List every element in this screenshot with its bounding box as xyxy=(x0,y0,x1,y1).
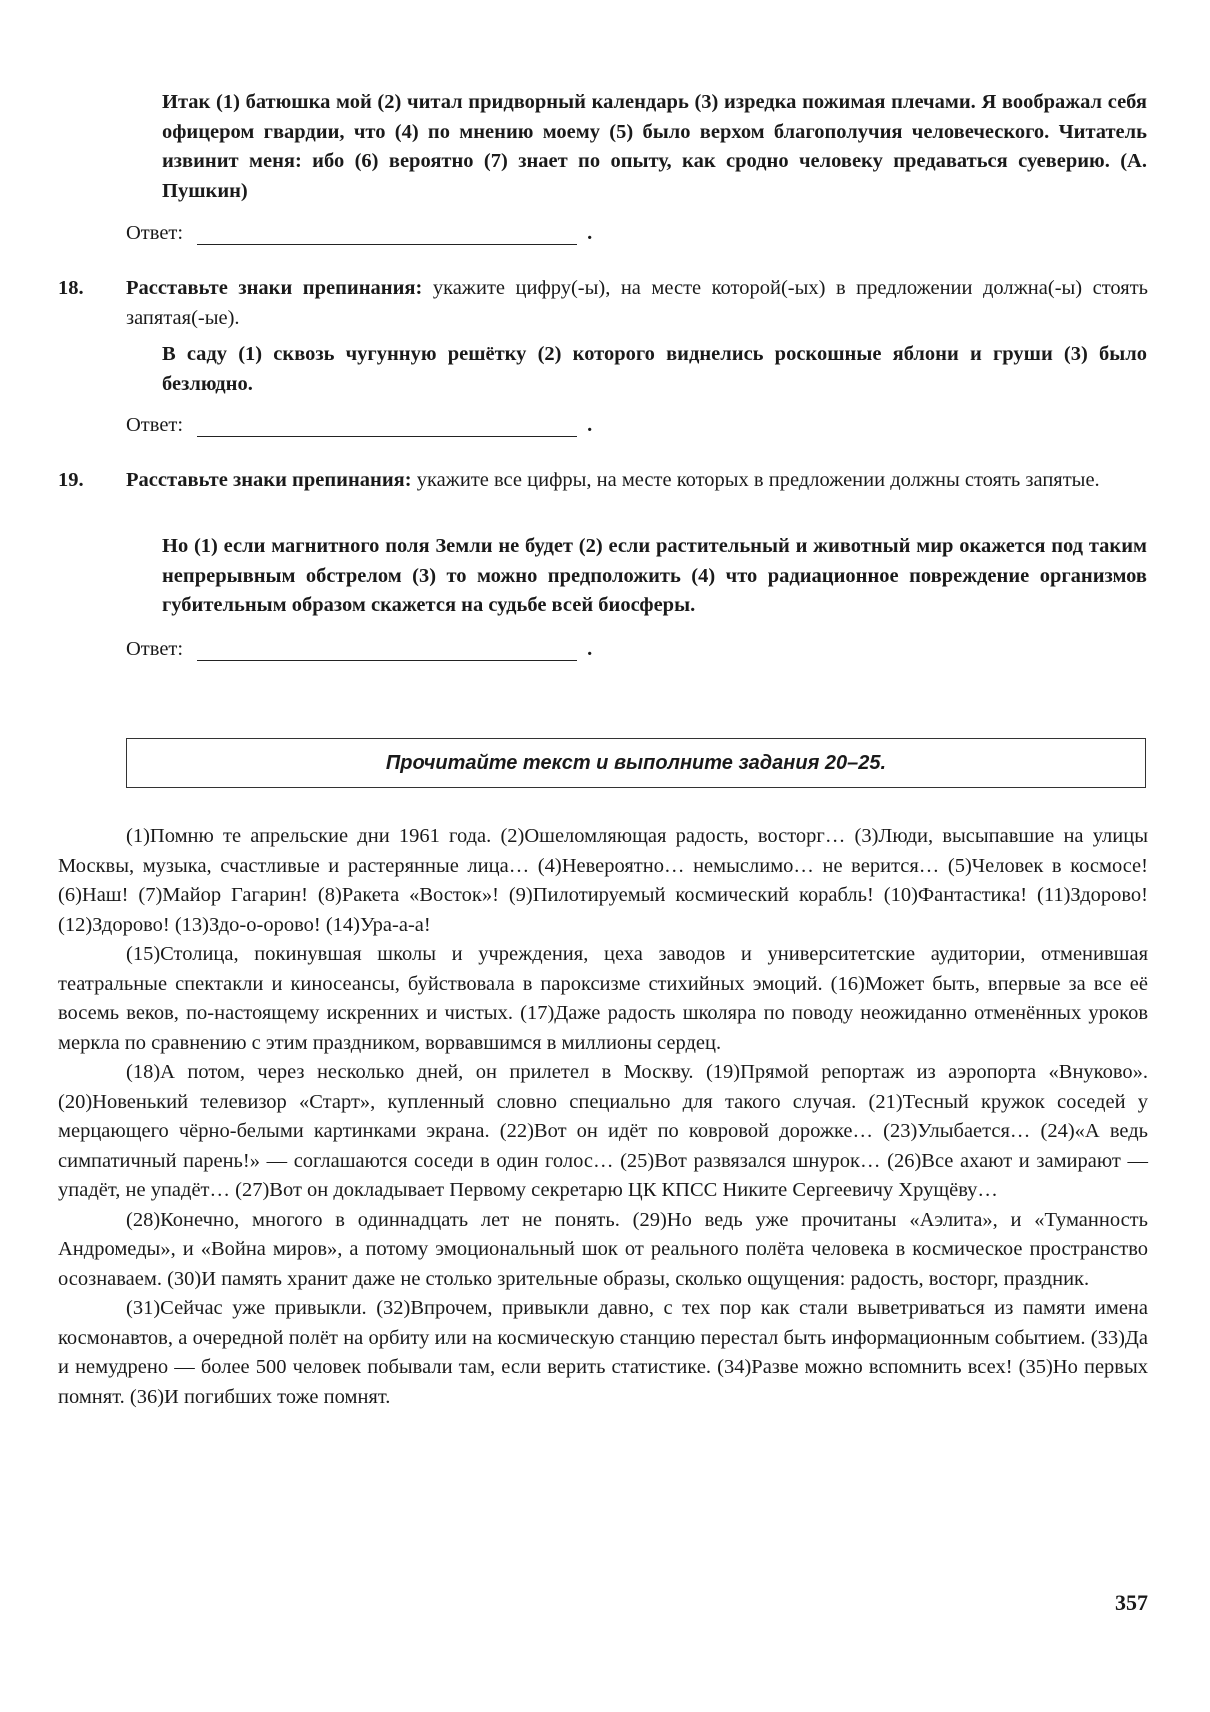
task-number: 19. xyxy=(58,469,84,491)
answer-row-17 xyxy=(126,222,592,245)
answer-dot: . xyxy=(587,414,593,436)
task-19 xyxy=(58,466,1148,496)
answer-dot: . xyxy=(587,222,593,244)
answer-input-line[interactable] xyxy=(197,640,577,661)
task-instruction xyxy=(126,274,1148,333)
reading-paragraph: (28)Конечно, многого в одиннадцать лет не понять. (29)Но ведь уже прочитаны «Аэлита», и «Туманность Андромеды», и «Война миров», а потому эмоциональный шок от реального полёта человека в космическое пространство осознаваем. (30)И память хранит даже не столько зрительные образы, сколько ощущения: радость, восторг, праздник. xyxy=(58,1208,1148,1290)
answer-dot: . xyxy=(587,638,593,660)
page-number: 357 xyxy=(1115,1590,1148,1615)
reading-paragraph: (18)А потом, через несколько дней, он прилетел в Москву. (19)Прямой репортаж из аэропорта «Внуково». (20)Новенький телевизор «Старт», купленный словно специально для такого случая. (21)Тесный кружок соседей у мерцающего чёрно-белыми картинками экрана. (22)Вот он идёт по ковровой дорожке… (23)Улыбается… (24)«А ведь симпатичный парень!» — соглашаются соседи в один голос… (25)Вот развязался шнурок… (26)Все ахают и замирают — упадёт, не упадёт… (27)Вот он докладывает Первому секретарю ЦК КПСС Никите Сергеевичу Хрущёву… xyxy=(58,1061,1148,1201)
task-number: 18. xyxy=(58,277,84,299)
task19-sentence: Но (1) если магнитного поля Земли не будет (2) если растительный и животный мир окажется под таким непрерывным обстрелом (3) то можно предположить (4) что радиационное повреждение организмов губительным образом скажется на судьбе всей биосферы. xyxy=(162,535,1147,616)
answer-input-line[interactable] xyxy=(197,224,577,245)
answer-label: Ответ: xyxy=(126,638,184,660)
answer-input-line[interactable] xyxy=(197,416,577,437)
task-lead: Расставьте знаки препинания: xyxy=(126,277,423,299)
task-instruction xyxy=(126,466,1148,496)
reading-instruction-banner: Прочитайте текст и выполните задания 20–25. xyxy=(126,738,1146,788)
answer-row-18 xyxy=(126,414,592,437)
reading-paragraph: (1)Помню те апрельские дни 1961 года. (2)Ошеломляющая радость, восторг… (3)Люди, высыпавшие на улицы Москвы, музыка, счастливые и растерянные лица… (4)Невероятно… немыслимо… не верится… (5)Человек в космосе! (6)Наш! (7)Майор Гагарин! (8)Ракета «Восток»! (9)Пилотируемый космический корабль! (10)Фантастика! (11)Здорово! (12)Здорово! (13)Здо-о-орово! (14)Ура-а-а! xyxy=(58,825,1148,936)
reading-text xyxy=(58,822,1148,1412)
reading-paragraph: (31)Сейчас уже привыкли. (32)Впрочем, привыкли давно, с тех пор как стали выветриваться из памяти имена космонавтов, а очередной полёт на орбиту или на космическую станцию перестал быть информационным событием. (33)Да и немудрено — более 500 человек побывали там, если верить статистике. (34)Разве можно вспомнить всех! (35)Но первых помнят. (36)И погибших тоже помнят. xyxy=(58,1297,1148,1408)
task-instruction-text: укажите все цифры, на месте которых в предложении должны стоять запятые. xyxy=(411,469,1100,491)
answer-label: Ответ: xyxy=(126,222,184,244)
task-18 xyxy=(58,274,1148,333)
reading-paragraph: (15)Столица, покинувшая школы и учреждения, цеха заводов и университетские аудитории, отменившая театральные спектакли и киносеансы, буйствовала в пароксизме стихийных эмоций. (16)Может быть, впервые за все её восемь веков, по-настоящему искренних и чистых. (17)Даже радость школяра по поводу неожиданно отменённых уроков меркла по сравнению с этим праздником, ворвавшимся в миллионы сердец. xyxy=(58,943,1148,1054)
task-lead: Расставьте знаки препинания: xyxy=(126,469,412,491)
answer-row-19 xyxy=(126,638,592,661)
answer-label: Ответ: xyxy=(126,414,184,436)
task18-sentence: В саду (1) сквозь чугунную решётку (2) которого виднелись роскошные яблони и груши (3) было безлюдно. xyxy=(162,343,1147,395)
task-instruction-text: укажите цифру(-ы), на месте которой(-ых) в предложении должна(-ы) стоять запятая(-ые). xyxy=(126,277,1148,329)
task17-excerpt: Итак (1) батюшка мой (2) читал придворный календарь (3) изредка пожимая плечами. Я воображал себя офицером гвардии, что (4) по мнению моему (5) было верхом благополучия человеческого. Читатель извинит меня: ибо (6) вероятно (7) знает по опыту, как сродно человеку предаваться суеверию. (А. Пушкин) xyxy=(162,91,1147,202)
